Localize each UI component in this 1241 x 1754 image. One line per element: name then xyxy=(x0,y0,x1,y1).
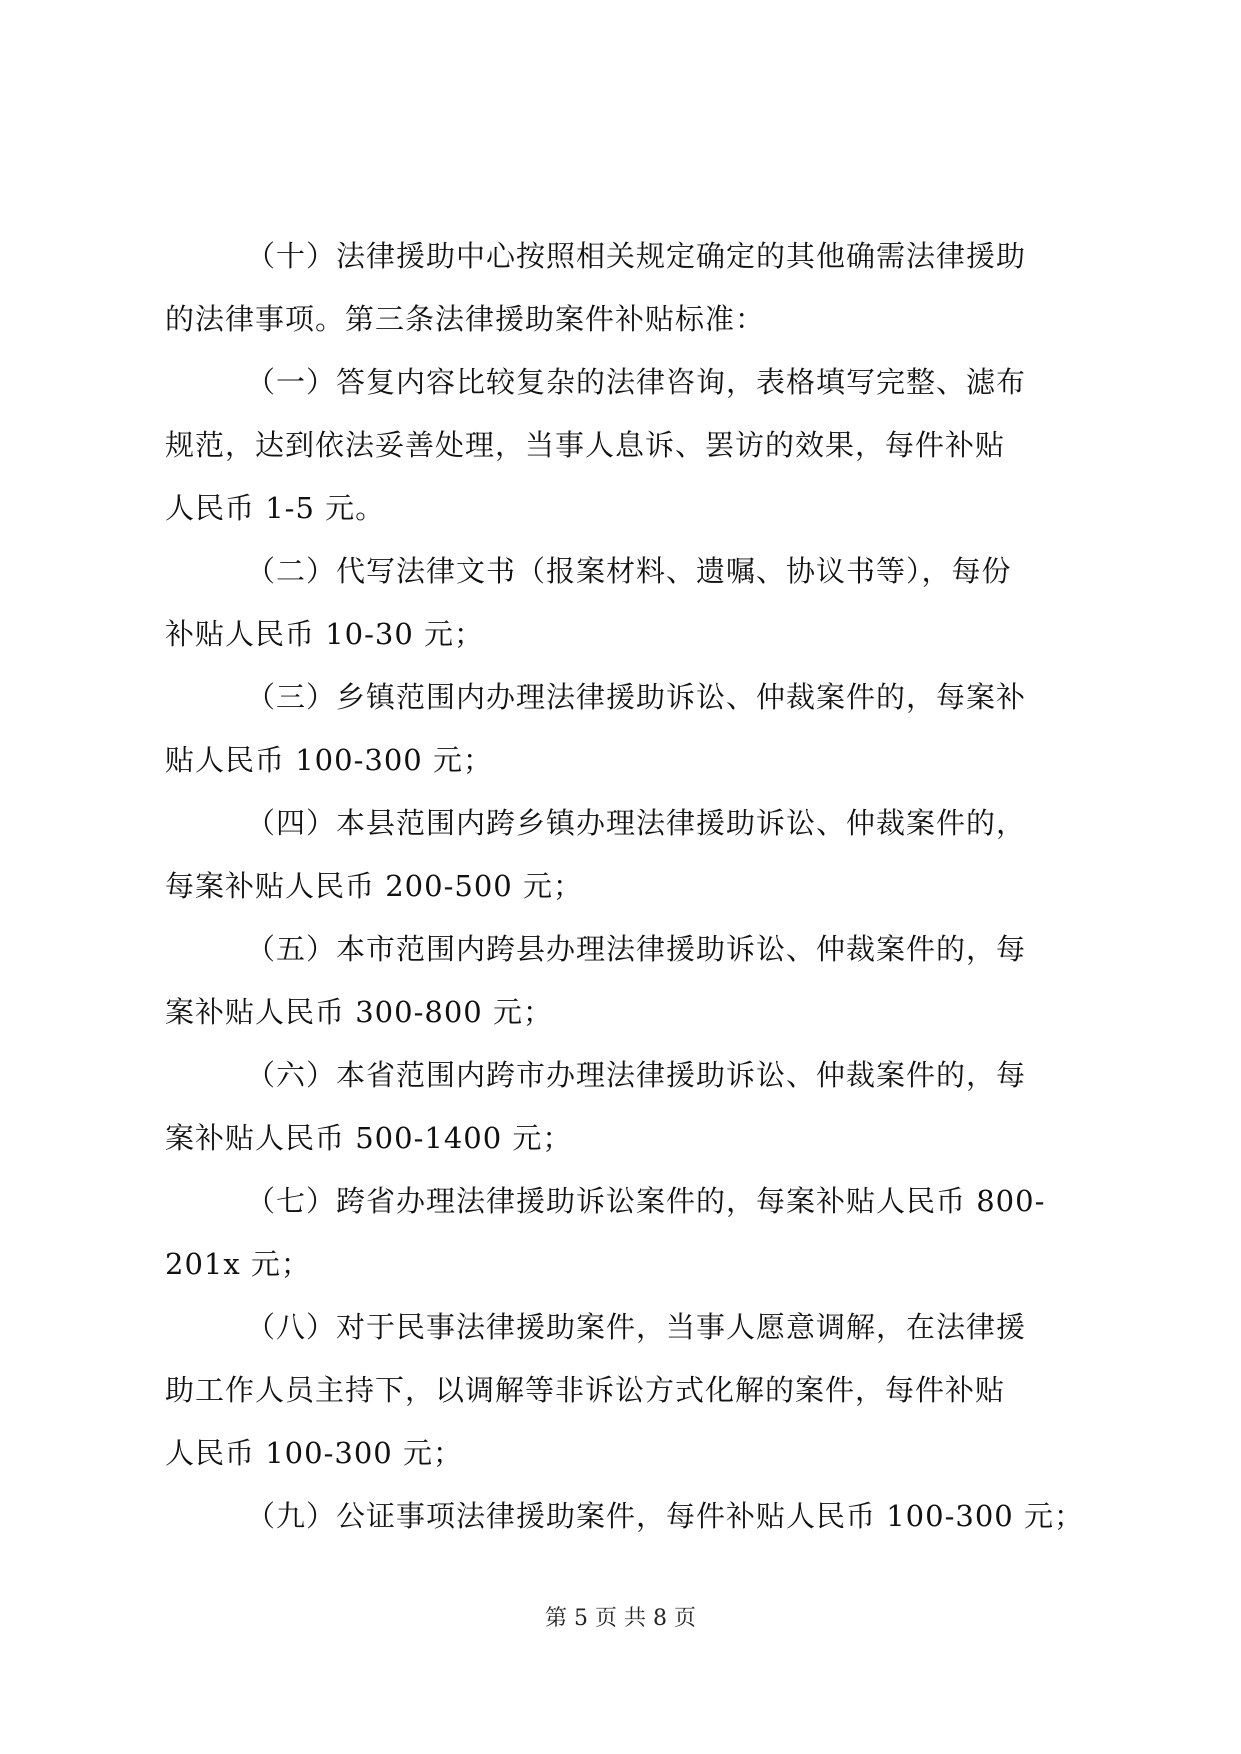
text-line: （六）本省范围内跨市办理法律援助诉讼、仲裁案件的，每 xyxy=(246,1058,1027,1092)
text-line: （一）答复内容比较复杂的法律咨询，表格填写完整、滤布 xyxy=(246,365,1027,399)
text-line: 201x 元； xyxy=(165,1247,311,1281)
text-line: （九）公证事项法律援助案件，每件补贴人民币 100-300 元； xyxy=(246,1499,1084,1533)
text-line: 案补贴人民币 300-800 元； xyxy=(165,995,553,1029)
text-line: （八）对于民事法律援助案件，当事人愿意调解，在法律援 xyxy=(246,1310,1027,1344)
page-footer: 第 5 页 共 8 页 xyxy=(545,1606,696,1631)
text-line: 的法律事项。第三条法律援助案件补贴标准： xyxy=(165,302,766,336)
text-line: 每案补贴人民币 200-500 元； xyxy=(165,869,583,903)
text-line: （四）本县范围内跨乡镇办理法律援助诉讼、仲裁案件的， xyxy=(246,806,1027,840)
text-line: （七）跨省办理法律援助诉讼案件的，每案补贴人民币 800- xyxy=(246,1184,1046,1218)
text-line: 助工作人员主持下，以调解等非诉讼方式化解的案件，每件补贴 xyxy=(165,1373,1006,1407)
text-line: 案补贴人民币 500-1400 元； xyxy=(165,1121,573,1155)
text-line: （二）代写法律文书（报案材料、遗嘱、协议书等），每份 xyxy=(246,554,1012,588)
text-line: 人民币 1-5 元。 xyxy=(165,491,386,525)
text-line: 贴人民币 100-300 元； xyxy=(165,743,493,777)
text-line: （十）法律援助中心按照相关规定确定的其他确需法律援助 xyxy=(246,239,1027,273)
text-line: 补贴人民币 10-30 元； xyxy=(165,617,485,651)
text-line: 规范，达到依法妥善处理，当事人息诉、罢访的效果，每件补贴 xyxy=(165,428,1006,462)
text-line: （三）乡镇范围内办理法律援助诉讼、仲裁案件的，每案补 xyxy=(246,680,1027,714)
text-line: 人民币 100-300 元； xyxy=(165,1436,463,1470)
text-line: （五）本市范围内跨县办理法律援助诉讼、仲裁案件的，每 xyxy=(246,932,1027,966)
